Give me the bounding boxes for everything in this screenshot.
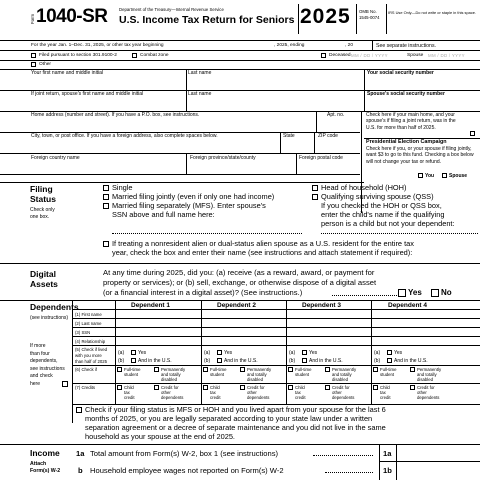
main-home-checkbox[interactable]	[470, 131, 475, 136]
dependent-4-ctc-checkbox[interactable]	[373, 385, 378, 390]
dependent-2-ctc-label-2: tax	[210, 390, 216, 395]
row-label-last-name: (2) Last name	[75, 321, 102, 326]
combat-zone-label: Combat zone	[140, 53, 169, 58]
deceased-date-mask[interactable]: MM / DD / YYYY	[351, 53, 388, 58]
apt-no-label: Apt. no.	[327, 112, 345, 118]
dependent-4-in-us-checkbox[interactable]	[387, 358, 392, 363]
dependent-4-ssn[interactable]	[373, 328, 478, 335]
dependent-4-ctc-label-3: credit	[380, 395, 391, 400]
spouse-last-name-label: Last name	[188, 91, 212, 97]
dependent-2-disabled-label-1: Permanently	[247, 367, 272, 372]
first-name-field[interactable]	[31, 78, 184, 87]
dependent-3-last-name[interactable]	[288, 319, 370, 326]
dependent-1-ssn[interactable]	[117, 328, 199, 335]
home-address-field[interactable]	[31, 120, 314, 129]
tax-year-begin-field[interactable]	[236, 42, 270, 49]
dependent-4-lived-yes-label: Yes	[394, 350, 403, 356]
mfj-label: Married filing jointly (even if only one had income)	[112, 192, 275, 201]
filing-status-title-1: Filing	[30, 184, 53, 194]
tax-year-ending: , 2025, ending	[274, 43, 305, 48]
dependent-3-ctc-label-3: credit	[295, 395, 306, 400]
main-home-text: Check here if your main home, and your spouse's if filing a joint return, was in the U.S. for more than half of 2025.	[366, 112, 456, 131]
dependent-3-lived-yes-label: Yes	[309, 350, 318, 356]
digital-assets-q-2: property or services); or (b) sell, exchange, or otherwise dispose of a digital asset	[103, 278, 377, 287]
dependent-2-ctc-checkbox[interactable]	[203, 385, 208, 390]
dependent-3-disabled-label-2: and totally	[332, 372, 352, 377]
digital-assets-q-1: At any time during 2025, did you: (a) receive (as a reward, award, or payment for	[103, 268, 375, 277]
filed-row	[31, 51, 480, 60]
dependent-1-odc-label-1: Credit for	[161, 385, 179, 390]
row-label-lived-2: with you more	[75, 353, 102, 358]
dependent-4-disabled-checkbox[interactable]	[410, 367, 415, 372]
dependent-4-student-checkbox[interactable]	[373, 367, 378, 372]
dependent-1-first-name[interactable]	[117, 310, 199, 317]
mfs-spouse-name-field[interactable]	[112, 228, 302, 234]
dependent-1-ctc-label-2: tax	[124, 390, 130, 395]
dependent-4-student-label-1: Full-time	[380, 367, 397, 372]
dependent-2-odc-label-3: dependents	[247, 395, 270, 400]
row-label-lived-1: (5) Check if lived	[75, 347, 107, 352]
dependent-4-header: Dependent 4	[388, 302, 428, 309]
dep1-b-label: (b)	[118, 358, 125, 364]
state-field[interactable]	[282, 141, 312, 150]
dependent-1-ctc-label-1: Child	[124, 385, 134, 390]
dependent-1-disabled-label-2: and totally	[161, 372, 181, 377]
line-1a-label: Total amount from Form(s) W-2, box 1 (see instructions)	[90, 449, 279, 458]
dependent-1-disabled-label-3: disabled	[161, 377, 178, 382]
qss-line-3: enter the child's name if the qualifying	[321, 210, 445, 219]
digital-assets-q-3: (or a financial interest in a digital asset)? (See instructions.)	[103, 288, 303, 297]
row-label-relationship: (4) Relationship	[75, 339, 106, 344]
dependent-4-odc-label-2: other	[417, 390, 427, 395]
dependent-4-ctc-label-1: Child	[380, 385, 390, 390]
digital-assets-title-1: Digital	[30, 269, 56, 279]
mfs-label-2: SSN above and full name here:	[112, 210, 215, 219]
dependent-1-student-checkbox[interactable]	[117, 367, 122, 372]
dependent-1-odc-checkbox[interactable]	[154, 385, 159, 390]
line-1b-amount[interactable]	[398, 463, 478, 476]
line-1a-number: 1a	[76, 449, 85, 458]
dependents-if-more: If more than four dependents, see instructions and check here	[30, 343, 65, 387]
filing-status-section	[0, 182, 480, 262]
first-name-label: Your first name and middle initial	[31, 70, 104, 76]
filed-pursuant-checkbox[interactable]	[31, 53, 36, 58]
dependent-1-last-name[interactable]	[117, 319, 199, 326]
dependent-3-disabled-checkbox[interactable]	[325, 367, 330, 372]
dependent-2-student-label-1: Full-time	[210, 367, 227, 372]
dependent-2-disabled-checkbox[interactable]	[240, 367, 245, 372]
city-field[interactable]	[31, 141, 276, 150]
dependent-3-ctc-checkbox[interactable]	[288, 385, 293, 390]
dependent-4-odc-label-3: dependents	[417, 395, 440, 400]
dependent-3-first-name[interactable]	[288, 310, 370, 317]
dependent-4-odc-checkbox[interactable]	[410, 385, 415, 390]
dependent-2-disabled-label-3: disabled	[247, 377, 264, 382]
digital-assets-section	[0, 263, 480, 300]
dependent-1-ctc-checkbox[interactable]	[117, 385, 122, 390]
spouse-deceased-date-mask[interactable]: MM / DD / YYYY	[428, 53, 465, 58]
dependent-2-student-checkbox[interactable]	[203, 367, 208, 372]
dependent-1-odc-label-3: dependents	[161, 395, 184, 400]
nonresident-line-1: If treating a nonresident alien or dual-status alien spouse as a U.S. resident for the entire tax	[112, 239, 414, 248]
pec-you-label: You	[425, 173, 435, 179]
zip-label: ZIP code	[318, 133, 338, 139]
qss-line-2: If you checked the HOH or QSS box,	[321, 201, 442, 210]
foreign-province-field[interactable]	[188, 163, 294, 172]
dependent-2-odc-checkbox[interactable]	[240, 385, 245, 390]
row-label-check-if: (6) Check if	[75, 367, 97, 372]
spouse-ssn-label: Spouse's social security number	[367, 91, 445, 97]
omb-label: OMB No.	[359, 9, 377, 14]
dependent-1-in-us-checkbox[interactable]	[131, 358, 136, 363]
dep3-a-label: (a)	[289, 350, 296, 356]
dependent-4-first-name[interactable]	[373, 310, 478, 317]
dependent-3-ssn[interactable]	[288, 328, 370, 335]
dep2-b-label: (b)	[204, 358, 211, 364]
digital-assets-no-label: No	[441, 288, 452, 297]
tax-year-prefix: For the year Jan. 1–Dec. 31, 2025, or other tax year beginning	[31, 43, 164, 48]
dependents-title: Dependents	[30, 302, 79, 312]
home-address-label: Home address (number and street). If you have a P.O. box, see instructions.	[31, 112, 200, 118]
dependent-3-odc-label-1: Credit for	[332, 385, 350, 390]
dependent-3-student-label-1: Full-time	[295, 367, 312, 372]
dependent-2-header: Dependent 2	[217, 302, 257, 309]
digital-assets-yes-label: Yes	[408, 288, 422, 297]
qss-line-4: person is a child but not your dependent:	[321, 219, 455, 228]
state-label: State	[283, 133, 295, 139]
dependent-1-relationship[interactable]	[117, 337, 199, 344]
dependent-2-last-name[interactable]	[203, 319, 285, 326]
dependent-3-odc-label-2: other	[332, 390, 342, 395]
dependent-2-odc-label-2: other	[247, 390, 257, 395]
spouse-first-name-field[interactable]	[31, 99, 184, 108]
dependent-2-ssn[interactable]	[203, 328, 285, 335]
dep2-a-label: (a)	[204, 350, 211, 356]
dependent-4-student-label-2: student	[380, 372, 395, 377]
dependent-3-odc-label-3: dependents	[332, 395, 355, 400]
nonresident-line-2: year, check the box and enter their name (see instructions and attach statement if required):	[112, 248, 413, 257]
dependent-3-header: Dependent 3	[302, 302, 342, 309]
dependent-3-in-us-checkbox[interactable]	[302, 358, 307, 363]
pec-text: Check here if you, or your spouse if filing jointly, want $3 to go to this fund. Checking a box below will not change your tax or refund.	[366, 146, 474, 165]
filed-pursuant-label: Filed pursuant to section 301.9100-2	[39, 53, 117, 58]
foreign-province-label: Foreign province/state/county	[190, 155, 256, 161]
dependent-1-lived-yes-checkbox[interactable]	[131, 350, 136, 355]
dep4-b-label: (b)	[374, 358, 381, 364]
combat-zone-checkbox[interactable]	[132, 53, 137, 58]
form-title: U.S. Income Tax Return for Seniors	[119, 14, 295, 26]
filing-status-title-2: Status	[30, 194, 56, 204]
dependent-3-student-label-2: student	[295, 372, 310, 377]
attach-label-2: Form(s) W-2	[30, 468, 61, 474]
hoh-label: Head of household (HOH)	[321, 183, 407, 192]
dependent-4-disabled-label-1: Permanently	[417, 367, 442, 372]
dependent-2-student-label-2: student	[210, 372, 225, 377]
filing-status-note-1: Check only	[30, 207, 55, 213]
dependent-2-lived-yes-checkbox[interactable]	[217, 350, 222, 355]
dependent-2-relationship[interactable]	[203, 337, 285, 344]
lived-apart-line-1: Check if your filing status is MFS or HOH and you lived apart from your spouse for the last 6	[85, 405, 386, 414]
last-name-field[interactable]	[188, 78, 360, 87]
line-1b-number: b	[78, 466, 83, 475]
tax-year-20: , 20	[345, 43, 354, 48]
form-header	[0, 0, 480, 40]
dep4-a-label: (a)	[374, 350, 381, 356]
lived-apart-line-4: household as your spouse at the end of 2025.	[85, 432, 235, 441]
dependent-2-in-us-label: And in the U.S.	[224, 358, 258, 364]
dependent-3-disabled-label-1: Permanently	[332, 367, 357, 372]
mfs-label-1: Married filing separately (MFS). Enter spouse's	[112, 201, 266, 210]
row-label-credits: (7) Credits	[75, 385, 96, 390]
income-title: Income	[30, 448, 60, 458]
dependent-4-disabled-label-2: and totally	[417, 372, 437, 377]
dependent-3-ctc-label-1: Child	[295, 385, 305, 390]
dependent-3-disabled-label-3: disabled	[332, 377, 349, 382]
mfj-checkbox[interactable]	[103, 194, 109, 200]
spouse-ssn-field[interactable]	[367, 99, 479, 108]
dependent-4-in-us-label: And in the U.S.	[394, 358, 428, 364]
pec-title: Presidential Election Campaign	[366, 139, 447, 145]
row-label-ssn: (3) SSN	[75, 330, 91, 335]
line-1a-amount[interactable]	[398, 446, 478, 459]
apt-no-field[interactable]	[318, 120, 360, 129]
deceased-checkbox[interactable]	[321, 53, 326, 58]
dependent-3-ctc-label-2: tax	[295, 390, 301, 395]
irs-use-only: IRS Use Only—Do not write or staple in this space.	[388, 10, 477, 15]
pec-spouse-label: Spouse	[449, 173, 468, 179]
dependent-3-student-checkbox[interactable]	[288, 367, 293, 372]
income-section	[0, 444, 480, 480]
dependent-1-odc-label-2: other	[161, 390, 171, 395]
line-1a-box-label: 1a	[383, 449, 392, 458]
dependent-2-lived-yes-label: Yes	[224, 350, 233, 356]
agency-name: Department of the Treasury—Internal Revenue Service	[119, 7, 224, 12]
dependent-2-odc-label-1: Credit for	[247, 385, 265, 390]
row-label-first-name: (1) First name	[75, 312, 102, 317]
attach-label-1: Attach	[30, 461, 47, 467]
dependent-1-student-label-1: Full-time	[124, 367, 141, 372]
mfs-checkbox[interactable]	[103, 203, 109, 209]
dep1-a-label: (a)	[118, 350, 125, 356]
qss-label: Qualifying surviving spouse (QSS)	[321, 192, 434, 201]
form-number: 1040-SR	[36, 6, 108, 27]
zip-field[interactable]	[316, 141, 360, 150]
single-label: Single	[112, 183, 133, 192]
filing-status-note-2: one box.	[30, 214, 50, 220]
pec-you-checkbox[interactable]	[418, 173, 423, 178]
nonresident-checkbox[interactable]	[103, 241, 109, 247]
dependents-see-instructions: (see instructions)	[30, 315, 69, 321]
hoh-checkbox[interactable]	[312, 185, 318, 191]
dependent-3-in-us-label: And in the U.S.	[309, 358, 343, 364]
lived-apart-line-2: months of 2025, or you are legally separated according to your state law under a written	[85, 414, 373, 423]
dependent-4-lived-yes-checkbox[interactable]	[387, 350, 392, 355]
foreign-country-field[interactable]	[31, 163, 184, 172]
dependents-section	[0, 300, 480, 442]
dependent-4-relationship[interactable]	[373, 337, 478, 344]
dependent-1-disabled-checkbox[interactable]	[154, 367, 159, 372]
spouse-deceased-label: Spouse	[407, 53, 424, 58]
line-1b-label: Household employee wages not reported on Form(s) W-2	[90, 466, 284, 475]
qss-checkbox[interactable]	[312, 194, 318, 200]
dependent-2-disabled-label-2: and totally	[247, 372, 267, 377]
last-name-label: Last name	[188, 70, 212, 76]
dependent-1-disabled-label-1: Permanently	[161, 367, 186, 372]
digital-assets-yes-checkbox[interactable]	[398, 289, 406, 297]
dependent-4-odc-label-1: Credit for	[417, 385, 435, 390]
dependent-1-ctc-label-3: credit	[124, 395, 135, 400]
deceased-label: Deceased	[329, 53, 351, 58]
single-checkbox[interactable]	[103, 185, 109, 191]
line-1b-box-label: 1b	[383, 466, 392, 475]
other-row	[31, 61, 480, 68]
dependent-2-in-us-checkbox[interactable]	[217, 358, 222, 363]
dependent-2-ctc-label-3: credit	[210, 395, 221, 400]
dependent-4-last-name[interactable]	[373, 319, 478, 326]
dependent-1-lived-yes-label: Yes	[138, 350, 147, 356]
tax-year-row	[31, 41, 480, 50]
dependent-3-lived-yes-checkbox[interactable]	[302, 350, 307, 355]
spouse-first-name-label: If joint return, spouse's first name and middle initial	[31, 91, 144, 97]
other-checkbox[interactable]	[31, 62, 36, 67]
dependent-4-ctc-label-2: tax	[380, 390, 386, 395]
ssn-label: Your social security number	[367, 70, 434, 76]
other-label: Other	[39, 62, 51, 67]
ssn-field[interactable]	[367, 78, 479, 87]
dependent-1-student-label-2: student	[124, 372, 139, 377]
dependent-3-odc-checkbox[interactable]	[325, 385, 330, 390]
dependent-3-relationship[interactable]	[288, 337, 370, 344]
spouse-last-name-field[interactable]	[188, 99, 360, 108]
dependent-2-first-name[interactable]	[203, 310, 285, 317]
dependent-4-disabled-label-3: disabled	[417, 377, 434, 382]
qss-child-name-field[interactable]	[321, 228, 478, 234]
see-separate-instructions: See separate instructions.	[376, 43, 436, 49]
dependent-1-in-us-label: And in the U.S.	[138, 358, 172, 364]
dep3-b-label: (b)	[289, 358, 296, 364]
city-label: City, town, or post office. If you have a foreign address, also complete spaces below.	[31, 133, 218, 139]
dependent-1-header: Dependent 1	[131, 302, 171, 309]
digital-assets-no-checkbox[interactable]	[431, 289, 439, 297]
digital-assets-title-2: Assets	[30, 279, 58, 289]
tax-year-end-field[interactable]	[314, 42, 343, 49]
foreign-country-label: Foreign country name	[31, 155, 80, 161]
tax-year: 2025	[300, 5, 351, 28]
foreign-postal-field[interactable]	[298, 163, 360, 172]
lived-apart-line-3: separation agreement or a decree of separate maintenance and you did not live in the same	[85, 423, 386, 432]
form-label: Form	[30, 13, 35, 24]
more-dependents-checkbox[interactable]	[62, 381, 68, 387]
pec-spouse-checkbox[interactable]	[442, 173, 447, 178]
dependent-2-ctc-label-1: Child	[210, 385, 220, 390]
lived-apart-checkbox[interactable]	[76, 407, 82, 413]
omb-number: 1545-0074	[359, 15, 380, 20]
row-label-lived-3: than half of 2025	[75, 359, 108, 364]
foreign-postal-label: Foreign postal code	[299, 155, 343, 161]
